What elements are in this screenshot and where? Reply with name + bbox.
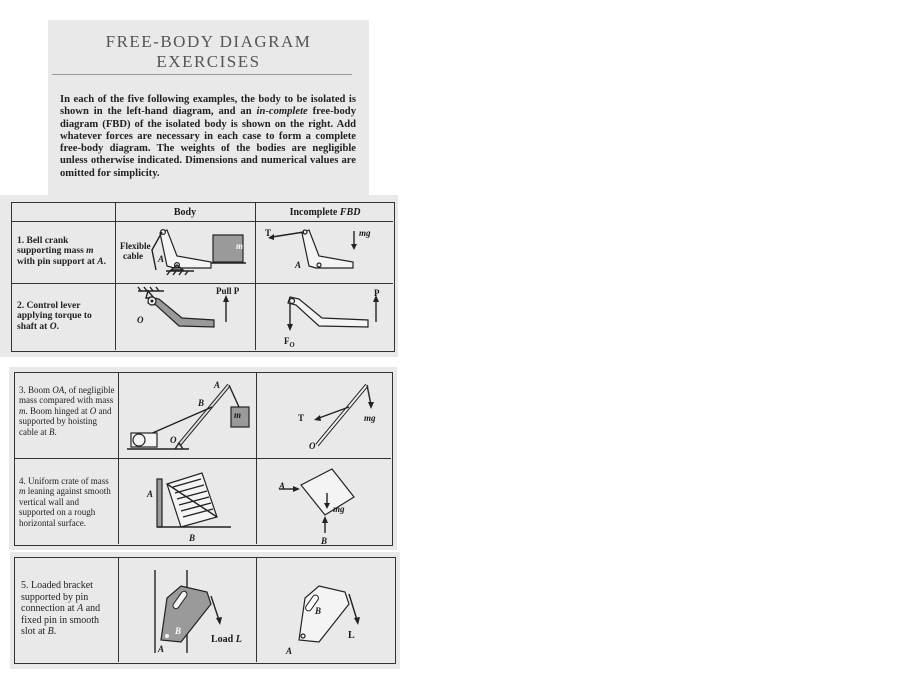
table-1	[11, 202, 395, 352]
table-2-panel	[9, 367, 397, 550]
P-label-fbd: P	[374, 288, 380, 298]
flexible-cable-label-2: cable	[123, 251, 143, 261]
example-4-fbd-figure	[257, 459, 394, 544]
shaft-O-label: O	[137, 315, 144, 325]
flexible-cable-label: Flexible	[120, 241, 151, 251]
intro-paragraph: In each of the five following examples, the body to be isolated is shown in the left-hand diagram, and an in-complete free-body diagram (FBD) of the isolated body is shown on the right. Add whatever forces are necessary in each case to form a complete free-body diagram. The weights of the bodies are negligible unless otherwise indicated. Dimensions and numerical values are omitted for simplicity.	[60, 94, 356, 179]
bracket-fbd-A-label: A	[286, 646, 293, 656]
boom-A-label: A	[214, 380, 221, 390]
boom-m-label: m	[234, 410, 242, 420]
pull-P-label: Pull P	[216, 286, 240, 296]
crate-mg-label: mg	[333, 504, 345, 514]
F-O-label: $F_O$	[284, 336, 295, 349]
fbd-A-label-1: A	[295, 260, 302, 270]
column-header-body: Body	[173, 207, 197, 218]
boom-mg-label: mg	[364, 413, 376, 423]
table-3-panel	[10, 552, 400, 669]
example-4-description: 4. Uniform crate of mass m leaning against smooth vertical wall and supported on a rough horizontal surface.	[19, 476, 111, 528]
table-3	[14, 557, 396, 664]
example-5-body-figure	[119, 558, 256, 662]
boom-B-label: B	[198, 398, 205, 408]
table-2	[14, 372, 393, 546]
mass-label-m: m	[236, 241, 244, 251]
mg-label-1: mg	[359, 228, 371, 238]
bracket-fbd-B-label: B	[315, 606, 322, 616]
crate-B-label: B	[189, 533, 196, 543]
example-4-body-figure	[119, 459, 256, 544]
intro-panel	[48, 20, 369, 196]
page-title-line2: EXERCISES	[156, 52, 261, 71]
boom-fbd-O-label: O	[309, 441, 316, 451]
title-divider	[52, 74, 352, 75]
example-2-description: 2. Control lever applying torque to shaft at O.	[17, 301, 92, 332]
bracket-A-label: A	[158, 644, 165, 654]
crate-fbd-A-label: A	[279, 481, 286, 491]
example-1-description: 1. Bell crank supporting mass m with pin support at A.	[17, 236, 106, 267]
boom-T-label: T	[298, 413, 305, 423]
example-5-description: 5. Loaded bracket supported by pin connection at A and fixed pin in smooth slot at B.	[21, 580, 101, 637]
example-1-fbd-figure	[256, 222, 395, 283]
tension-T-label: T	[265, 228, 272, 238]
crate-A-label: A	[147, 489, 154, 499]
crate-fbd-B-label: B	[321, 536, 328, 546]
column-header-fbd: Incomplete FBD	[289, 207, 361, 218]
example-3-description: 3. Boom OA, of negligible mass compared with mass m. Boom hinged at O and supported by hoisting cable at B.	[19, 385, 115, 437]
load-L-label: Load L	[211, 634, 242, 645]
table-1-panel	[0, 195, 398, 357]
boom-O-label: O	[170, 435, 177, 445]
page-title-line1: FREE-BODY DIAGRAM	[105, 32, 312, 51]
pin-A-label: A	[158, 254, 165, 264]
bracket-fbd-L-label: L	[348, 630, 355, 641]
bracket-B-label: B	[175, 626, 182, 636]
example-5-fbd-figure	[257, 558, 394, 662]
